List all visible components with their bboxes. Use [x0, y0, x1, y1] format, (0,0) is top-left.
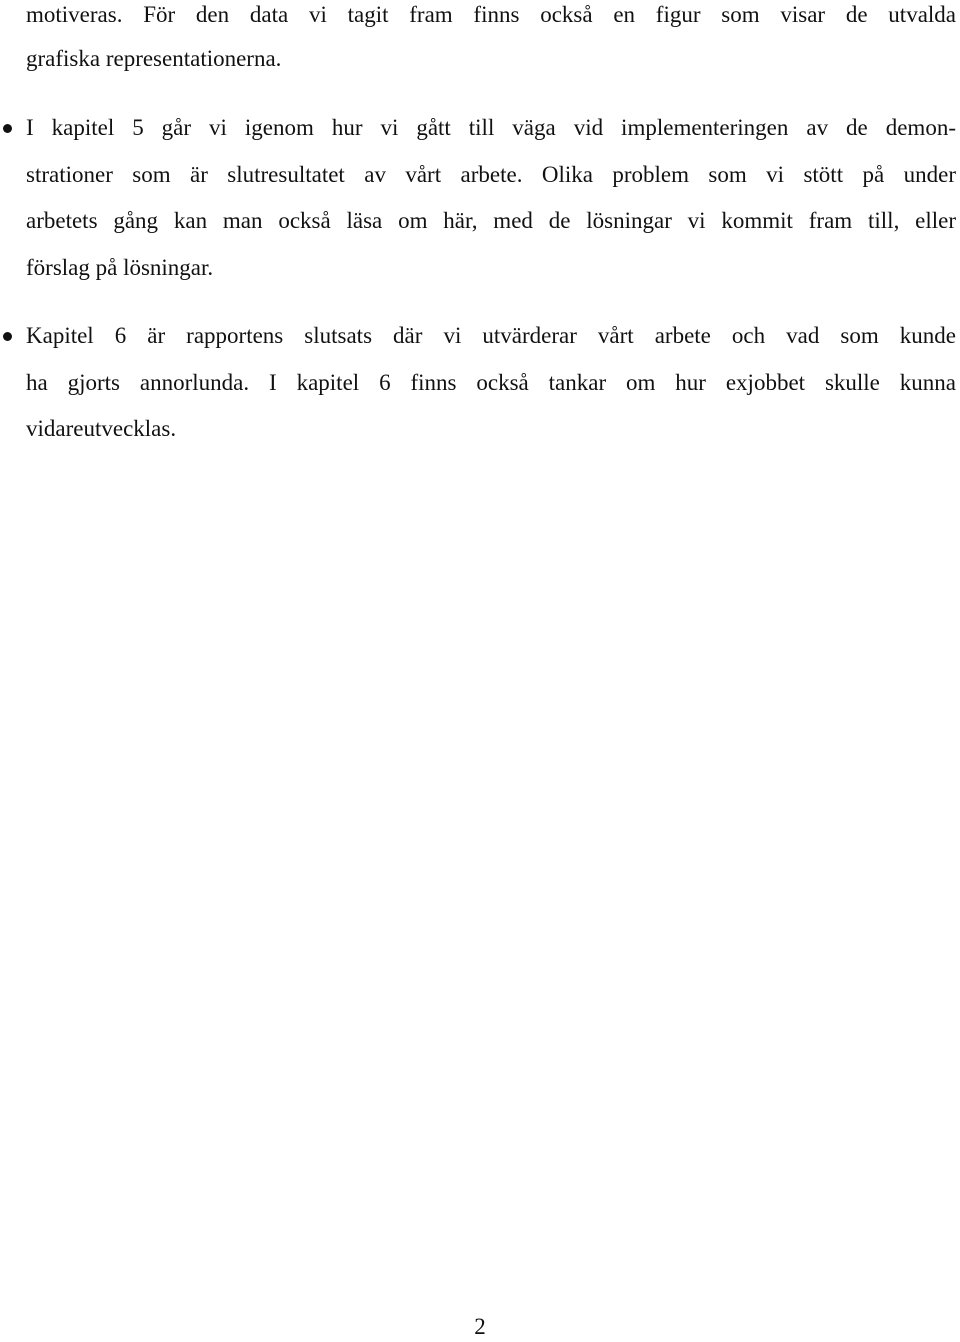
- bullet-2-line-2: ha gjorts annorlunda. I kapitel 6 finns också tankar om hur exjobbet skulle kunna: [26, 370, 956, 395]
- bullet-2-line-1: Kapitel 6 är rapportens slutsats där vi utvärderar vårt arbete och vad som kunde: [26, 323, 956, 348]
- bullet-dot-icon: [3, 332, 12, 341]
- bullet-2-line-3: vidareutvecklas.: [26, 416, 177, 441]
- intro-line-1: motiveras. För den data vi tagit fram finns också en figur som visar de utvalda: [26, 2, 956, 27]
- page-number: 2: [474, 1314, 486, 1339]
- bullet-1-line-3: arbetets gång kan man också läsa om här, med de lösningar vi kommit fram till, eller: [26, 208, 956, 233]
- bullet-1-line-2: strationer som är slutresultatet av vårt arbete. Olika problem som vi stött på under: [26, 162, 956, 187]
- intro-line-2: grafiska representationerna.: [26, 46, 282, 71]
- bullet-1-line-4: förslag på lösningar.: [26, 255, 214, 280]
- bullet-dot-icon: [3, 124, 12, 133]
- bullet-1-line-1: I kapitel 5 går vi igenom hur vi gått till väga vid implementeringen av de demon-: [26, 115, 956, 140]
